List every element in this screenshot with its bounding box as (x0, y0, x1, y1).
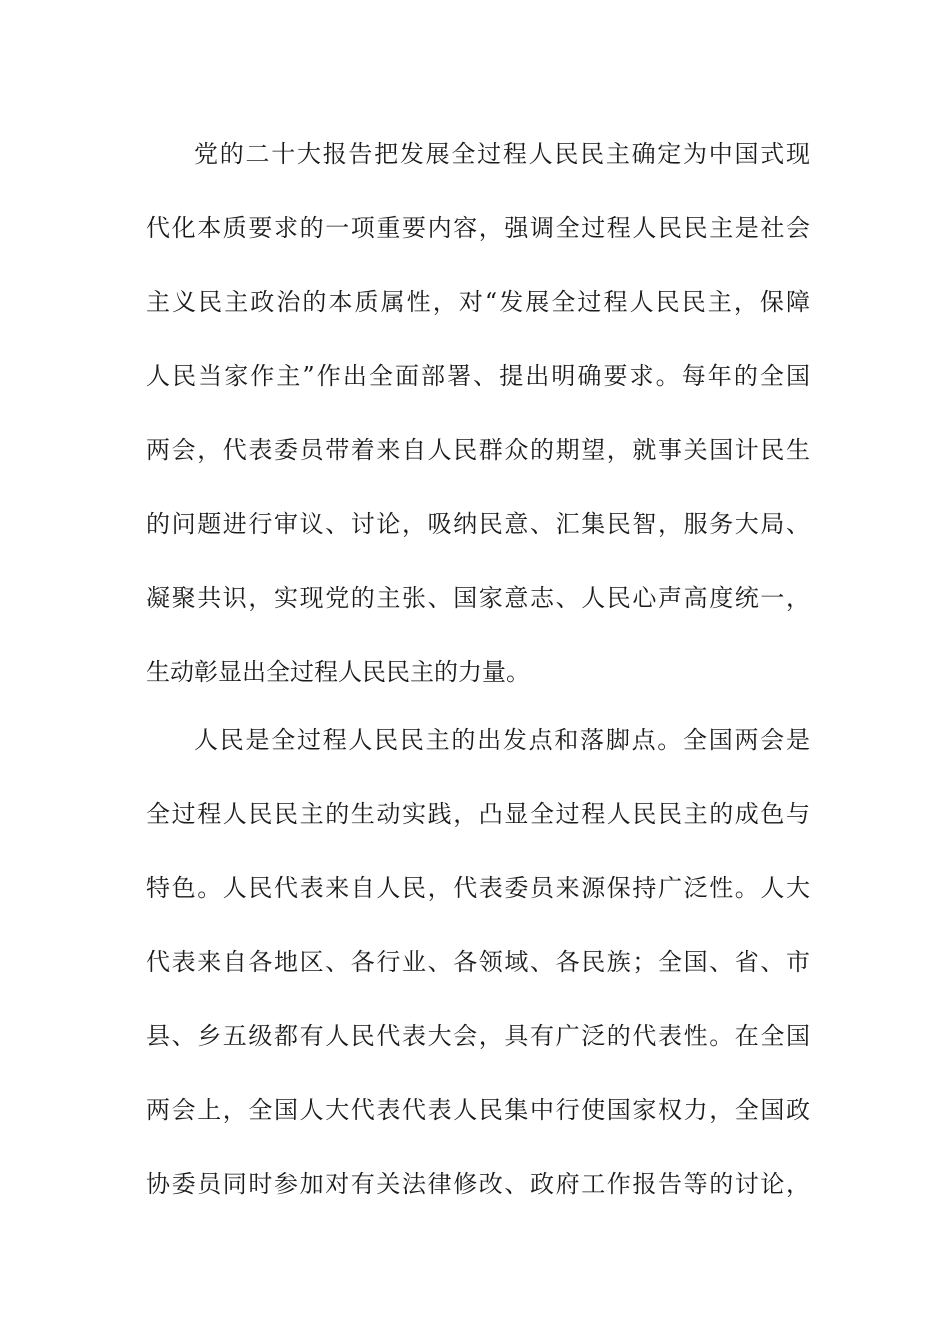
paragraph-line: 党的二十大报告把发展全过程人民民主确定为中国式现 (194, 140, 810, 168)
paragraph-line: 两会，代表委员带着来自人民群众的期望，就事关国计民生 (146, 436, 810, 464)
paragraph-line: 的问题进行审议、讨论，吸纳民意、汇集民智，服务大局、 (146, 510, 810, 538)
paragraph-line: 代化本质要求的一项重要内容，强调全过程人民民主是社会 (146, 214, 810, 242)
paragraph-line: 代表来自各地区、各行业、各领域、各民族；全国、省、市 (146, 948, 810, 976)
paragraph-line: 全过程人民民主的生动实践，凸显全过程人民民主的成色与 (146, 800, 810, 828)
paragraph-line: 特色。人民代表来自人民，代表委员来源保持广泛性。人大 (146, 874, 810, 902)
paragraph-line: 生动彰显出全过程人民民主的力量。 (146, 658, 530, 686)
paragraph-line: 凝聚共识，实现党的主张、国家意志、人民心声高度统一， (146, 584, 810, 612)
paragraph-line: 主义民主政治的本质属性，对“发展全过程人民民主，保障 (146, 288, 810, 316)
paragraph-line: 协委员同时参加对有关法律修改、政府工作报告等的讨论， (146, 1170, 810, 1198)
paragraph-line: 人民当家作主”作出全面部署、提出明确要求。每年的全国 (146, 362, 810, 390)
paragraph-line: 人民是全过程人民民主的出发点和落脚点。全国两会是 (194, 726, 810, 754)
paragraph-line: 两会上，全国人大代表代表人民集中行使国家权力，全国政 (146, 1096, 810, 1124)
paragraph-line: 县、乡五级都有人民代表大会，具有广泛的代表性。在全国 (146, 1022, 810, 1050)
